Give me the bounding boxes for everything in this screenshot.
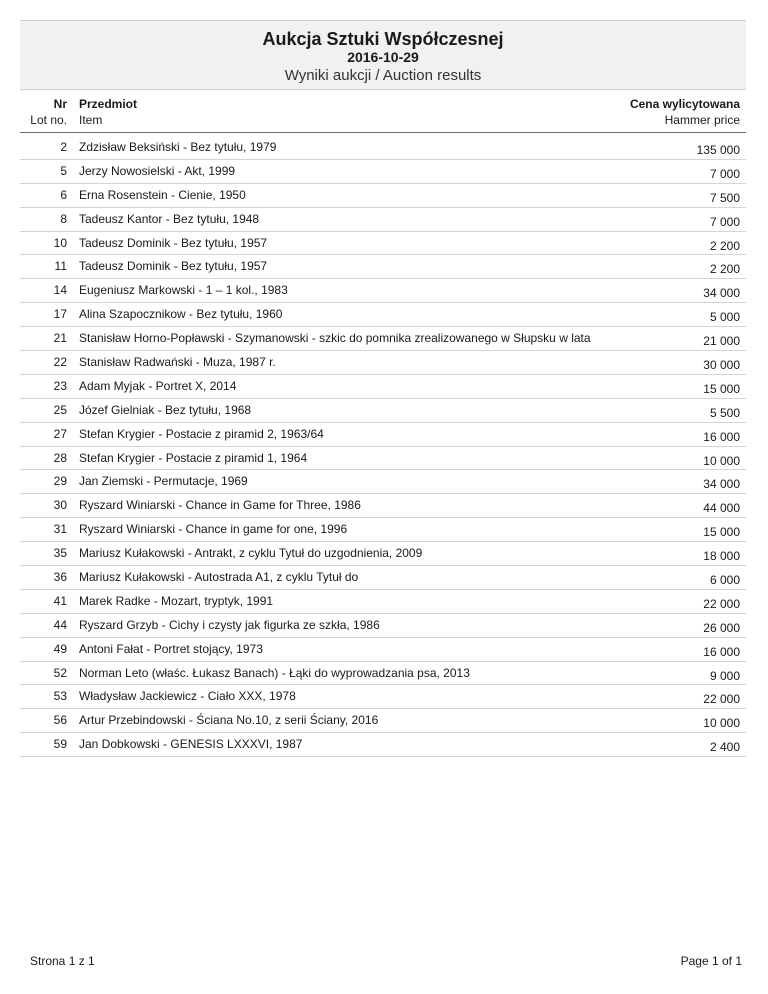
lot-number: 28	[53, 450, 67, 465]
hammer-price: 26 000	[703, 620, 740, 635]
lot-item: Zdzisław Beksiński - Bez tytułu, 1979	[79, 140, 277, 154]
hammer-price: 7 500	[709, 190, 740, 205]
lot-item: Stanisław Horno-Popławski - Szymanowski - szkic do pomnika zrealizowanego w Słupsku w lata	[79, 331, 591, 346]
table-row	[20, 614, 746, 638]
lot-item: Tadeusz Kantor - Bez tytułu, 1948	[79, 211, 260, 226]
report-subtitle: Wyniki aukcji / Auction results	[284, 67, 482, 84]
results-table	[20, 136, 746, 757]
table-row	[20, 733, 746, 757]
lot-item: Tadeusz Dominik - Bez tytułu, 1957	[79, 235, 268, 250]
hammer-price: 6 000	[709, 573, 740, 588]
column-header-price-en: Hammer price	[664, 113, 740, 127]
lot-number: 44	[53, 617, 67, 632]
lot-number: 41	[53, 593, 67, 608]
table-row	[20, 160, 746, 184]
lot-number: 49	[53, 641, 67, 656]
lot-number: 5	[60, 163, 67, 178]
lot-number: 21	[53, 331, 67, 346]
hammer-price: 34 000	[703, 286, 740, 301]
hammer-price: 2 400	[709, 740, 740, 755]
hammer-price: 7 000	[709, 166, 740, 181]
lot-number: 14	[53, 283, 67, 298]
report-header	[20, 20, 746, 90]
table-row	[20, 351, 746, 375]
table-row	[20, 590, 746, 614]
column-header-item-en: Item	[79, 113, 103, 127]
table-row	[20, 136, 746, 160]
table-row	[20, 470, 746, 494]
lot-number: 23	[53, 378, 67, 393]
lot-number: 27	[53, 426, 67, 441]
table-row	[20, 279, 746, 303]
hammer-price: 5 000	[709, 310, 740, 325]
hammer-price: 10 000	[703, 453, 740, 468]
lot-number: 30	[53, 498, 67, 513]
table-row	[20, 542, 746, 566]
column-header-item	[79, 96, 137, 128]
lot-number: 36	[53, 570, 67, 585]
lot-number: 31	[53, 522, 67, 537]
table-row	[20, 303, 746, 327]
hammer-price: 18 000	[703, 549, 740, 564]
hammer-price: 30 000	[703, 358, 740, 373]
lot-item: Władysław Jackiewicz - Ciało XXX, 1978	[79, 689, 296, 704]
hammer-price: 15 000	[703, 525, 740, 540]
page-footer-en: Page 1 of 1	[680, 954, 742, 968]
table-row	[20, 208, 746, 232]
lot-number: 52	[53, 665, 67, 680]
table-row	[20, 638, 746, 662]
lot-item: Tadeusz Dominik - Bez tytułu, 1957	[79, 259, 268, 274]
column-header-item-pl: Przedmiot	[79, 97, 138, 111]
lot-number: 11	[54, 259, 67, 274]
table-header	[20, 96, 746, 133]
table-row	[20, 662, 746, 686]
lot-item: Stefan Krygier - Postacie z piramid 2, 1963/64	[79, 426, 324, 441]
lot-item: Ryszard Grzyb - Cichy i czysty jak figurka ze szkła, 1986	[79, 617, 380, 632]
table-row	[20, 447, 746, 471]
hammer-price: 21 000	[703, 334, 740, 349]
report-title: Aukcja Sztuki Współczesnej	[262, 29, 504, 49]
column-header-lot	[20, 96, 67, 128]
lot-item: Stanisław Radwański - Muza, 1987 r.	[79, 355, 276, 370]
column-header-price	[630, 96, 740, 128]
lot-number: 59	[53, 737, 67, 752]
lot-item: Alina Szapocznikow - Bez tytułu, 1960	[79, 307, 283, 322]
lot-item: Stefan Krygier - Postacie z piramid 1, 1964	[79, 450, 308, 465]
lot-number: 56	[53, 713, 67, 728]
lot-item: Adam Myjak - Portret X, 2014	[79, 378, 237, 393]
column-header-price-pl: Cena wylicytowana	[629, 97, 740, 111]
lot-item: Norman Leto (właśc. Łukasz Banach) - Łąki do wyprowadzania psa, 2013	[79, 665, 470, 680]
column-header-lot-pl: Nr	[53, 97, 67, 111]
hammer-price: 9 000	[709, 668, 740, 683]
lot-item: Józef Gielniak - Bez tytułu, 1968	[79, 402, 252, 417]
lot-number: 10	[53, 235, 67, 250]
column-header-lot-en: Lot no.	[30, 113, 67, 127]
lot-item: Ryszard Winiarski - Chance in game for one, 1996	[79, 522, 348, 537]
hammer-price: 10 000	[703, 716, 740, 731]
lot-item: Antoni Fałat - Portret stojący, 1973	[79, 641, 263, 656]
table-row	[20, 255, 746, 279]
lot-number: 29	[53, 474, 67, 489]
lot-item: Jan Ziemski - Permutacje, 1969	[79, 474, 248, 489]
table-row	[20, 518, 746, 542]
hammer-price: 2 200	[709, 262, 740, 277]
table-row	[20, 184, 746, 208]
hammer-price: 16 000	[703, 429, 740, 444]
table-row	[20, 494, 746, 518]
lot-number: 8	[60, 211, 67, 226]
lot-number: 53	[53, 689, 67, 704]
hammer-price: 15 000	[703, 381, 740, 396]
lot-item: Mariusz Kułakowski - Autostrada A1, z cyklu Tytuł do	[79, 570, 359, 585]
page-footer-pl: Strona 1 z 1	[30, 954, 95, 968]
hammer-price: 135 000	[696, 143, 740, 157]
lot-item: Marek Radke - Mozart, tryptyk, 1991	[79, 593, 274, 608]
lot-number: 25	[53, 402, 67, 417]
lot-item: Mariusz Kułakowski - Antrakt, z cyklu Tytuł do uzgodnienia, 2009	[79, 546, 423, 561]
report-date: 2016-10-29	[347, 49, 419, 65]
hammer-price: 34 000	[703, 477, 740, 492]
lot-number: 2	[60, 140, 67, 154]
lot-item: Ryszard Winiarski - Chance in Game for Three, 1986	[79, 498, 361, 513]
lot-item: Artur Przebindowski - Ściana No.10, z serii Ściany, 2016	[79, 713, 379, 728]
lot-item: Eugeniusz Markowski - 1 – 1 kol., 1983	[79, 283, 288, 298]
table-row	[20, 423, 746, 447]
hammer-price: 44 000	[703, 501, 740, 516]
lot-number: 35	[53, 546, 67, 561]
hammer-price: 7 000	[709, 214, 740, 229]
hammer-price: 2 200	[709, 238, 740, 253]
hammer-price: 22 000	[703, 596, 740, 611]
lot-item: Jerzy Nowosielski - Akt, 1999	[79, 163, 236, 178]
table-row	[20, 709, 746, 733]
hammer-price: 22 000	[703, 692, 740, 707]
hammer-price: 16 000	[703, 644, 740, 659]
table-row	[20, 566, 746, 590]
table-row	[20, 232, 746, 256]
hammer-price: 5 500	[709, 405, 740, 420]
lot-number: 22	[53, 355, 67, 370]
lot-number: 17	[53, 307, 67, 322]
lot-item: Erna Rosenstein - Cienie, 1950	[79, 187, 246, 202]
lot-item: Jan Dobkowski - GENESIS LXXXVI, 1987	[79, 737, 303, 752]
lot-number: 6	[60, 187, 67, 202]
table-row	[20, 375, 746, 399]
table-row	[20, 685, 746, 709]
table-row	[20, 327, 746, 351]
table-row	[20, 399, 746, 423]
